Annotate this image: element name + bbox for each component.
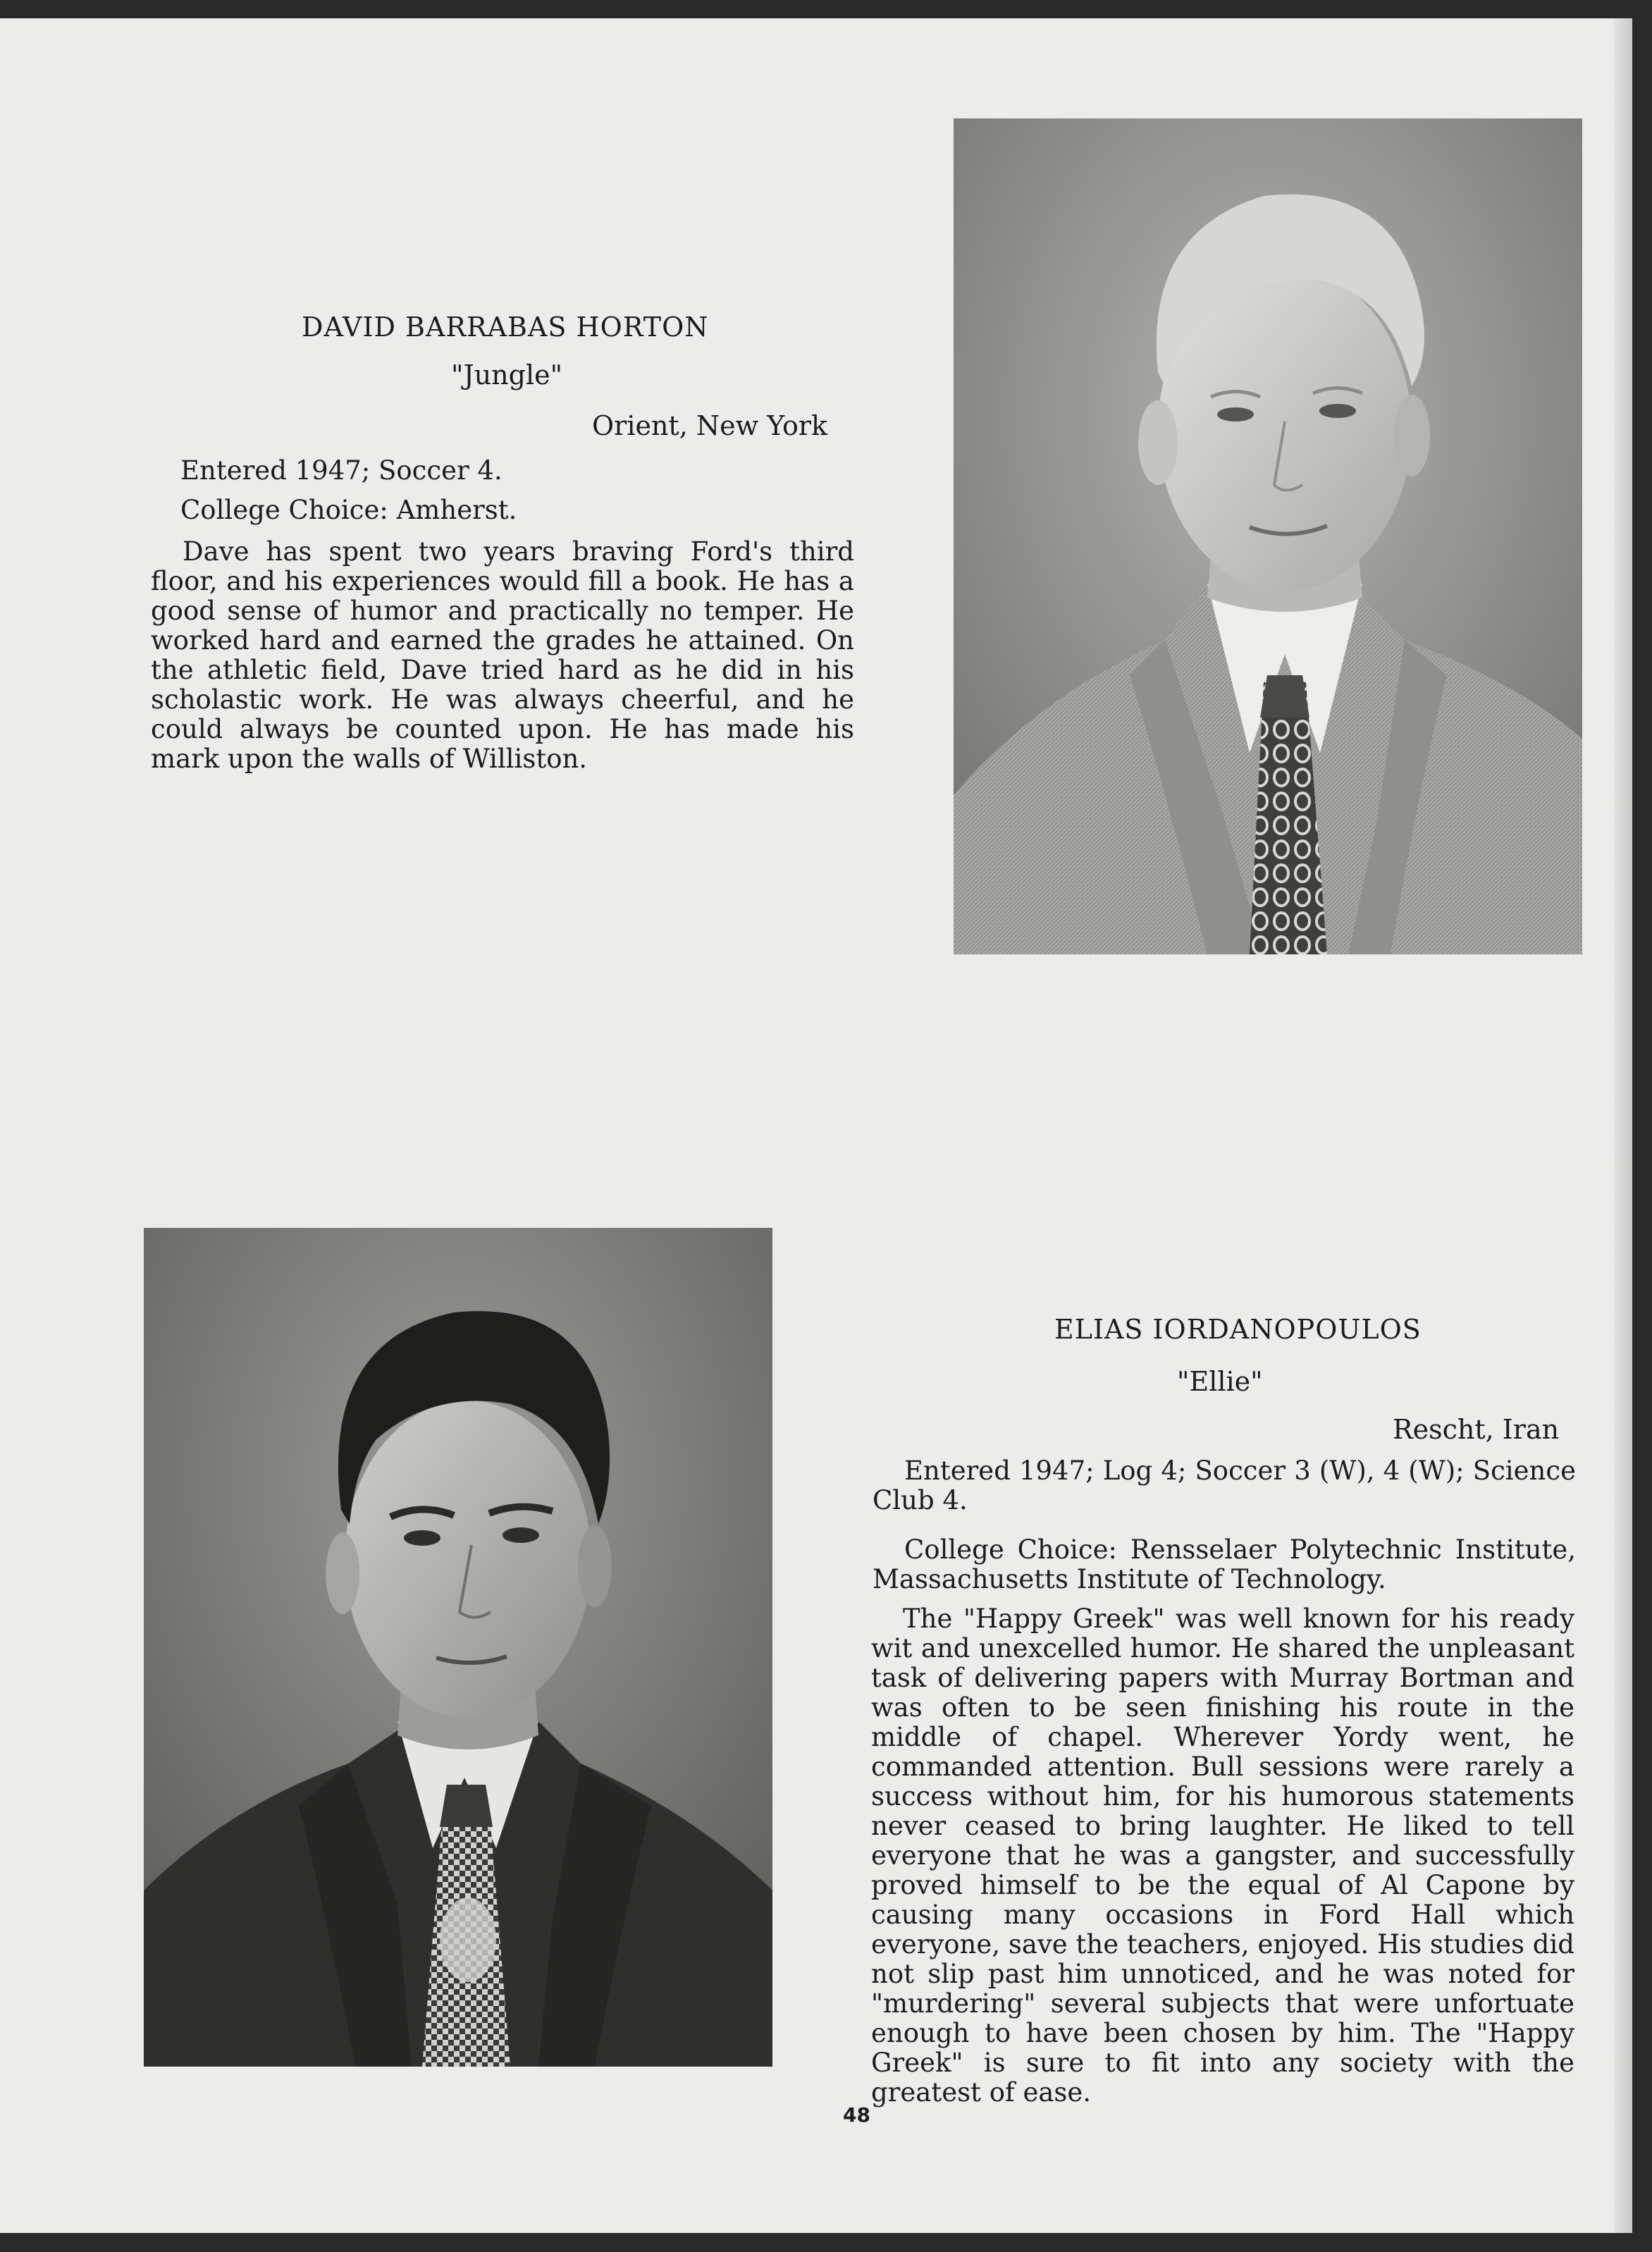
student-college-horton: College Choice: Amherst. bbox=[180, 495, 517, 525]
student-activities-horton: Entered 1947; Soccer 4. bbox=[180, 455, 503, 486]
student-bio-horton: Dave has spent two years braving Ford's third floor, and his experiences would fill a book. He has a good sense of humor and practically no temper. He worked hard and earned the grades he attained. On the athletic field, Dave tried hard as he did in his scholastic work. He was always cheerful, and he could always be counted upon. He has made his mark upon the walls of Williston. bbox=[151, 536, 854, 774]
student-activities-iordanopoulos: Entered 1947; Log 4; Soccer 3 (W), 4 (W); Science Club 4. bbox=[873, 1456, 1576, 1515]
student-college-iordanopoulos: College Choice: Rensselaer Polytechnic Institute, Massachusetts Institute of Technology. bbox=[873, 1534, 1576, 1594]
student-name-iordanopoulos: ELIAS IORDANOPOULOS bbox=[1054, 1314, 1422, 1345]
student-bio-iordanopoulos: The "Happy Greek" was well known for his ready wit and unexcelled humor. He shared the unpleasant task of delivering papers with Murray Bortman and was often to be seen finishing his route in the middle of chapel. Wherever Yordy went, he commanded attention. Bull sessions were rarely a success without him, for his humorous statements never ceased to bring laughter. He liked to tell everyone that he was a gangster, and successfully proved himself to be the equal of Al Capone by causing many occasions in Ford Hall which everyone, save the teachers, enjoyed. His studies did not slip past him unnoticed, and he was noted for "murdering" several subjects that were unfortuate enough to have been chosen by him. The "Happy Greek" is sure to fit into any society with the greatest of ease. bbox=[871, 1604, 1574, 2108]
student-nickname-horton: "Jungle" bbox=[451, 359, 563, 390]
page-edge bbox=[1614, 18, 1632, 2233]
yearbook-page bbox=[0, 18, 1632, 2233]
student-nickname-iordanopoulos: "Ellie" bbox=[1177, 1366, 1263, 1397]
portrait-photo-iordanopoulos bbox=[144, 1228, 772, 2067]
student-hometown-horton: Orient, New York bbox=[592, 410, 828, 441]
student-name-horton: DAVID BARRABAS HORTON bbox=[302, 312, 709, 343]
page-number: 48 bbox=[843, 2103, 870, 2127]
student-hometown-iordanopoulos: Rescht, Iran bbox=[1393, 1414, 1560, 1445]
portrait-photo-horton bbox=[954, 118, 1582, 954]
